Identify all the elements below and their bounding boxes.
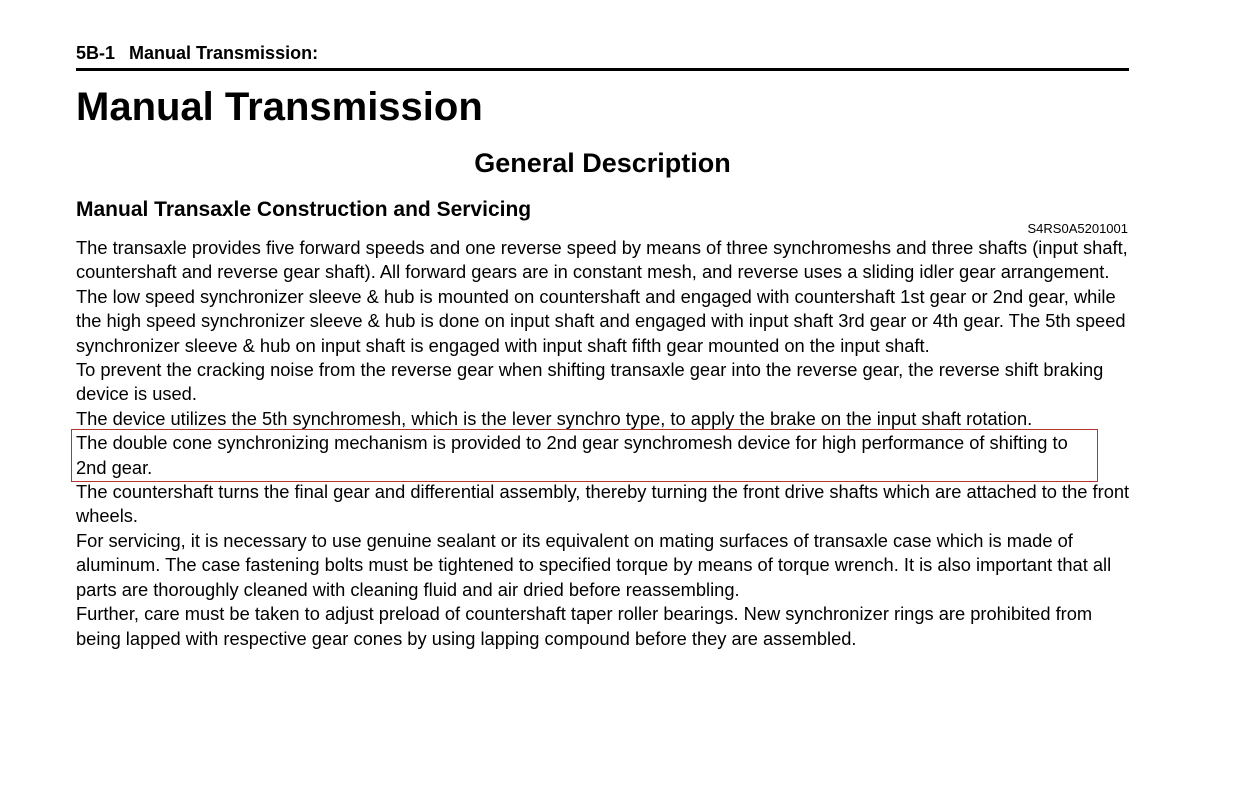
paragraph: For servicing, it is necessary to use genuine sealant or its equivalent on mating surfaces of transaxle case which is made of aluminum. The case fastening bolts must be tightened to specified torque by means of torque wrench. It is also important that all parts are thoroughly cleaned with cleaning fluid and air dried before reassembling. bbox=[76, 529, 1112, 600]
header-rule bbox=[76, 68, 1129, 71]
section-number: 5B-1 bbox=[76, 43, 116, 63]
body-text bbox=[76, 236, 1136, 651]
paragraph: To prevent the cracking noise from the reverse gear when shifting transaxle gear into the reverse gear, the reverse shift braking device is used. bbox=[76, 359, 1104, 405]
document-id: S4RS0A5201001 bbox=[1027, 221, 1128, 236]
paragraph: The low speed synchronizer sleeve & hub is mounted on countershaft and engaged with countershaft 1st gear or 2nd gear, while the high speed synchronizer sleeve & hub is done on input shaft and engaged with input shaft 3rd gear or 4th gear. The 5th speed synchronizer sleeve & hub on input shaft is engaged with input shaft fifth gear mounted on the input shaft. bbox=[76, 285, 1126, 356]
section-name: Manual Transmission: bbox=[129, 43, 319, 63]
subsection-title: Manual Transaxle Construction and Servicing bbox=[76, 198, 532, 221]
section-title: General Description bbox=[474, 148, 731, 178]
paragraph: The transaxle provides five forward speeds and one reverse speed by means of three synchromeshs and three shafts (input shaft, countershaft and reverse gear shaft). All forward gears are in constant mesh, and reverse uses a sliding idler gear arrangement. bbox=[76, 237, 1128, 283]
page-title: Manual Transmission bbox=[76, 85, 483, 129]
paragraph: Further, care must be taken to adjust preload of countershaft taper roller bearings. New synchronizer rings are prohibited from being lapped with respective gear cones by using lapping compound before they are assembled. bbox=[76, 603, 1093, 649]
highlighted-paragraph: The double cone synchronizing mechanism is provided to 2nd gear synchromesh device for high performance of shifting to 2nd gear. bbox=[73, 431, 1096, 480]
paragraph: The countershaft turns the final gear and differential assembly, thereby turning the front drive shafts which are attached to the front wheels. bbox=[76, 481, 1130, 527]
running-header bbox=[76, 42, 318, 64]
paragraph: The device utilizes the 5th synchromesh, which is the lever synchro type, to apply the brake on the input shaft rotation. bbox=[76, 407, 1033, 429]
